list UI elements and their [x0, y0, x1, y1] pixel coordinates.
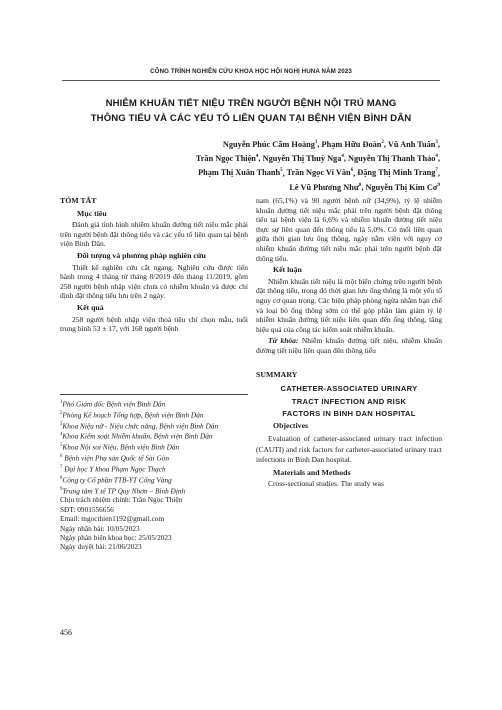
author: Nguyễn Thị Thuỳ Nga$^4$ [262, 154, 344, 164]
english-title-line: CATHETER-ASSOCIATED URINARY [280, 384, 418, 394]
abstract-right-column [256, 196, 442, 489]
abstract-heading: TÓM TẮT [60, 196, 97, 205]
author-line: Trần Ngọc Thiện$^4$, Nguyễn Thị Thuỳ Nga$^4$, Nguyễn Thị Thanh Thảo$^4$, [195, 154, 440, 164]
en-objectives-heading: Objectives [273, 421, 309, 431]
methods-text: Thiết kế nghiên cứu cắt ngang. Nghiên cứu được tiến hành trong 4 tháng từ tháng 8/2019 đến tháng 11/2019, gồm 258 người bệnh nhập viện chưa có nhiễm khuẩn và được chỉ định đặt thông tiểu lưu trên 2 ngày. [60, 262, 248, 301]
affiliation-footnote: $^2$Phòng Kế hoạch Tổng hợp, Bệnh viện Bình Dân [60, 410, 204, 420]
author-line: Phạm Thị Xuân Thanh$^5$, Trần Ngọc Vi Vân$^6$, Đặng Thị Minh Trang$^7$, [198, 168, 440, 178]
author-line: Lê Vũ Phương Như$^8$, Nguyễn Thị Kim $Cơ^9$ [289, 182, 440, 192]
results-text-continued: nam (65,1%) và 90 người bệnh nữ (34,9%), tỷ lệ nhiễm khuẩn đường tiết niệu mắc phải trên người bệnh đặt thông tiểu tại bệnh viện là 6,6% và nhiễm khuẩn đường tiết niệu thực sự liên quan đến thông tiểu là 5,0%. Có mối liên quan giữa thời gian lưu ống thông, ngày nằm viện với nguy cơ nhiễm khuẩn đường tiết niệu mắc phải trên người bệnh đặt thông tiểu. [256, 196, 442, 263]
results-heading: Kết quả [77, 302, 104, 312]
phone-number: SĐT: 0901556656 [60, 504, 114, 514]
keywords [256, 336, 442, 355]
author: Trần Ngọc Vi Vân$^6$ [286, 168, 354, 178]
author-list [120, 137, 440, 194]
author: Nguyễn Thị Thanh Thảo$^4$ [348, 154, 438, 164]
author-line: Nguyễn Phúc Cẩm Hoàng$^1$, Phạm Hữu Đoàn$^2$, Vũ Anh Tuấn$^3$, [222, 139, 440, 149]
approval-date: Ngày duyệt bài: 21/06/2023 [60, 542, 142, 552]
author: Đặng Thị Minh Trang$^7$ [357, 168, 438, 178]
author: Phạm Thị Xuân Thanh$^5$ [198, 168, 283, 178]
affiliation-footnote: $^1$Phó Giám đốc Bệnh viện Bình Dân [60, 399, 166, 409]
abstract-left-column [60, 196, 248, 334]
en-objectives-text: Evaluation of catheter-associated urinary tract infection (CAUTI) and risk factors for catheter-associated urinary tract infections in Binh Dan hospital. [256, 433, 442, 465]
affiliation-footnote: $^3$Khoa Niệu nữ - Niệu chức năng, Bệnh viện Bình Dân [60, 421, 219, 431]
received-date: Ngày nhận bài: 10/05/2023 [60, 523, 140, 533]
objectives-text: Đánh giá tình hình nhiễm khuẩn đường tiết niệu mắc phải trên người bệnh đặt thông tiểu và các yếu tố liên quan tại bệnh viện Bình Dân. [60, 220, 248, 249]
objectives-heading: Mục tiêu [77, 208, 107, 218]
affiliation-footnote: $^9$Trung tâm Y tế TP Quy Nhơn – Bình Định [60, 486, 186, 496]
affiliation-footnotes [60, 398, 248, 552]
review-date: Ngày phản biện khoa học: 25/05/2023 [60, 533, 172, 543]
email-address: Email: tngocthien1192@gmail.com [60, 514, 165, 524]
affiliation-footnote: $^4$Khoa Kiểm soát Nhiễm khuẩn, Bệnh viện Bình Dân [60, 431, 213, 441]
running-header: CÔNG TRÌNH NGHIÊN CỨU KHOA HỌC HỘI NGHỊ HUNA NĂM 2023 [150, 68, 352, 75]
en-methods-heading: Materials and Methods [273, 467, 351, 477]
english-title [256, 383, 442, 420]
article-title [56, 96, 446, 126]
conclusion-heading: Kết luận [273, 265, 302, 275]
author: Lê Vũ Phương Như$^8$ [289, 182, 362, 192]
results-text-start: 258 người bệnh nhập viện thoả tiêu chí chọn mẫu, tuổi trung bình 53 ± 17, với 168 người bệnh [60, 314, 248, 334]
conclusion-text: Nhiễm khuẩn tiết niệu là một biến chứng trên người bệnh đặt thông tiểu, trong đó thời gian lưu ống thông là một yếu tố nguy cơ quan trọng. Các biện pháp phòng ngừa nhằm hạn chế và loại bỏ ống thông sớm có thể góp phần làm giảm tỷ lệ nhiễm khuẩn đường tiết niệu liên quan đến ống thông, tăng hiệu quả của công tác kiểm soát nhiễm khuẩn. [256, 276, 442, 334]
affiliation-footnote: $^5$Khoa Nội soi Niệu, Bệnh viện Bình Dân [60, 442, 180, 452]
english-title-line: FACTORS IN BINH DAN HOSPITAL [282, 408, 416, 418]
author: Vũ Anh Tuấn$^3$ [387, 139, 438, 149]
footnote-rule [60, 394, 248, 395]
page-number: 456 [60, 628, 72, 637]
title-line: NHIỄM KHUẨN TIẾT NIỆU TRÊN NGƯỜI BỆNH NỘI TRÚ MANG [105, 98, 397, 109]
english-title-line: TRACT INFECTION AND RISK [291, 396, 407, 406]
author: Nguyễn Phúc Cẩm Hoàng$^1$ [222, 139, 318, 149]
affiliation-footnote: $^8$Công ty Cổ phần TTB-YT Cổng Vàng [60, 475, 172, 485]
summary-heading: SUMMARY [256, 369, 298, 379]
affiliation-footnote: $^6$ Bệnh viện Phụ sản Quốc tế Sài Gòn [60, 453, 169, 463]
title-line: THÔNG TIỂU VÀ CÁC YẾU TỐ LIÊN QUAN TẠI BỆNH VIỆN BÌNH DÂN [90, 113, 412, 124]
author: Phạm Hữu Đoàn$^2$ [321, 139, 384, 149]
affiliation-footnote: $^7$ Đại học Y khoa Phạm Ngọc Thạch [60, 464, 166, 474]
author: Nguyễn Thị Kim $Cơ^9$ [365, 182, 440, 192]
keywords-text: Nhiễm khuẩn đường tiết niệu, nhiễm khuẩn đường tiết niệu liên quan đến thông tiểu [256, 336, 442, 355]
author: Trần Ngọc Thiện$^4$ [195, 154, 259, 164]
keywords-label: Từ khóa: [268, 336, 299, 346]
header-rule [62, 80, 440, 81]
en-methods-text: Cross-sectional studies. The study was [268, 479, 384, 489]
methods-heading: Đối tượng và phương pháp nghiên cứu [77, 250, 206, 260]
corresponding-author: Chịu trách nhiệm chính: Trần Ngọc Thiện [60, 495, 183, 505]
